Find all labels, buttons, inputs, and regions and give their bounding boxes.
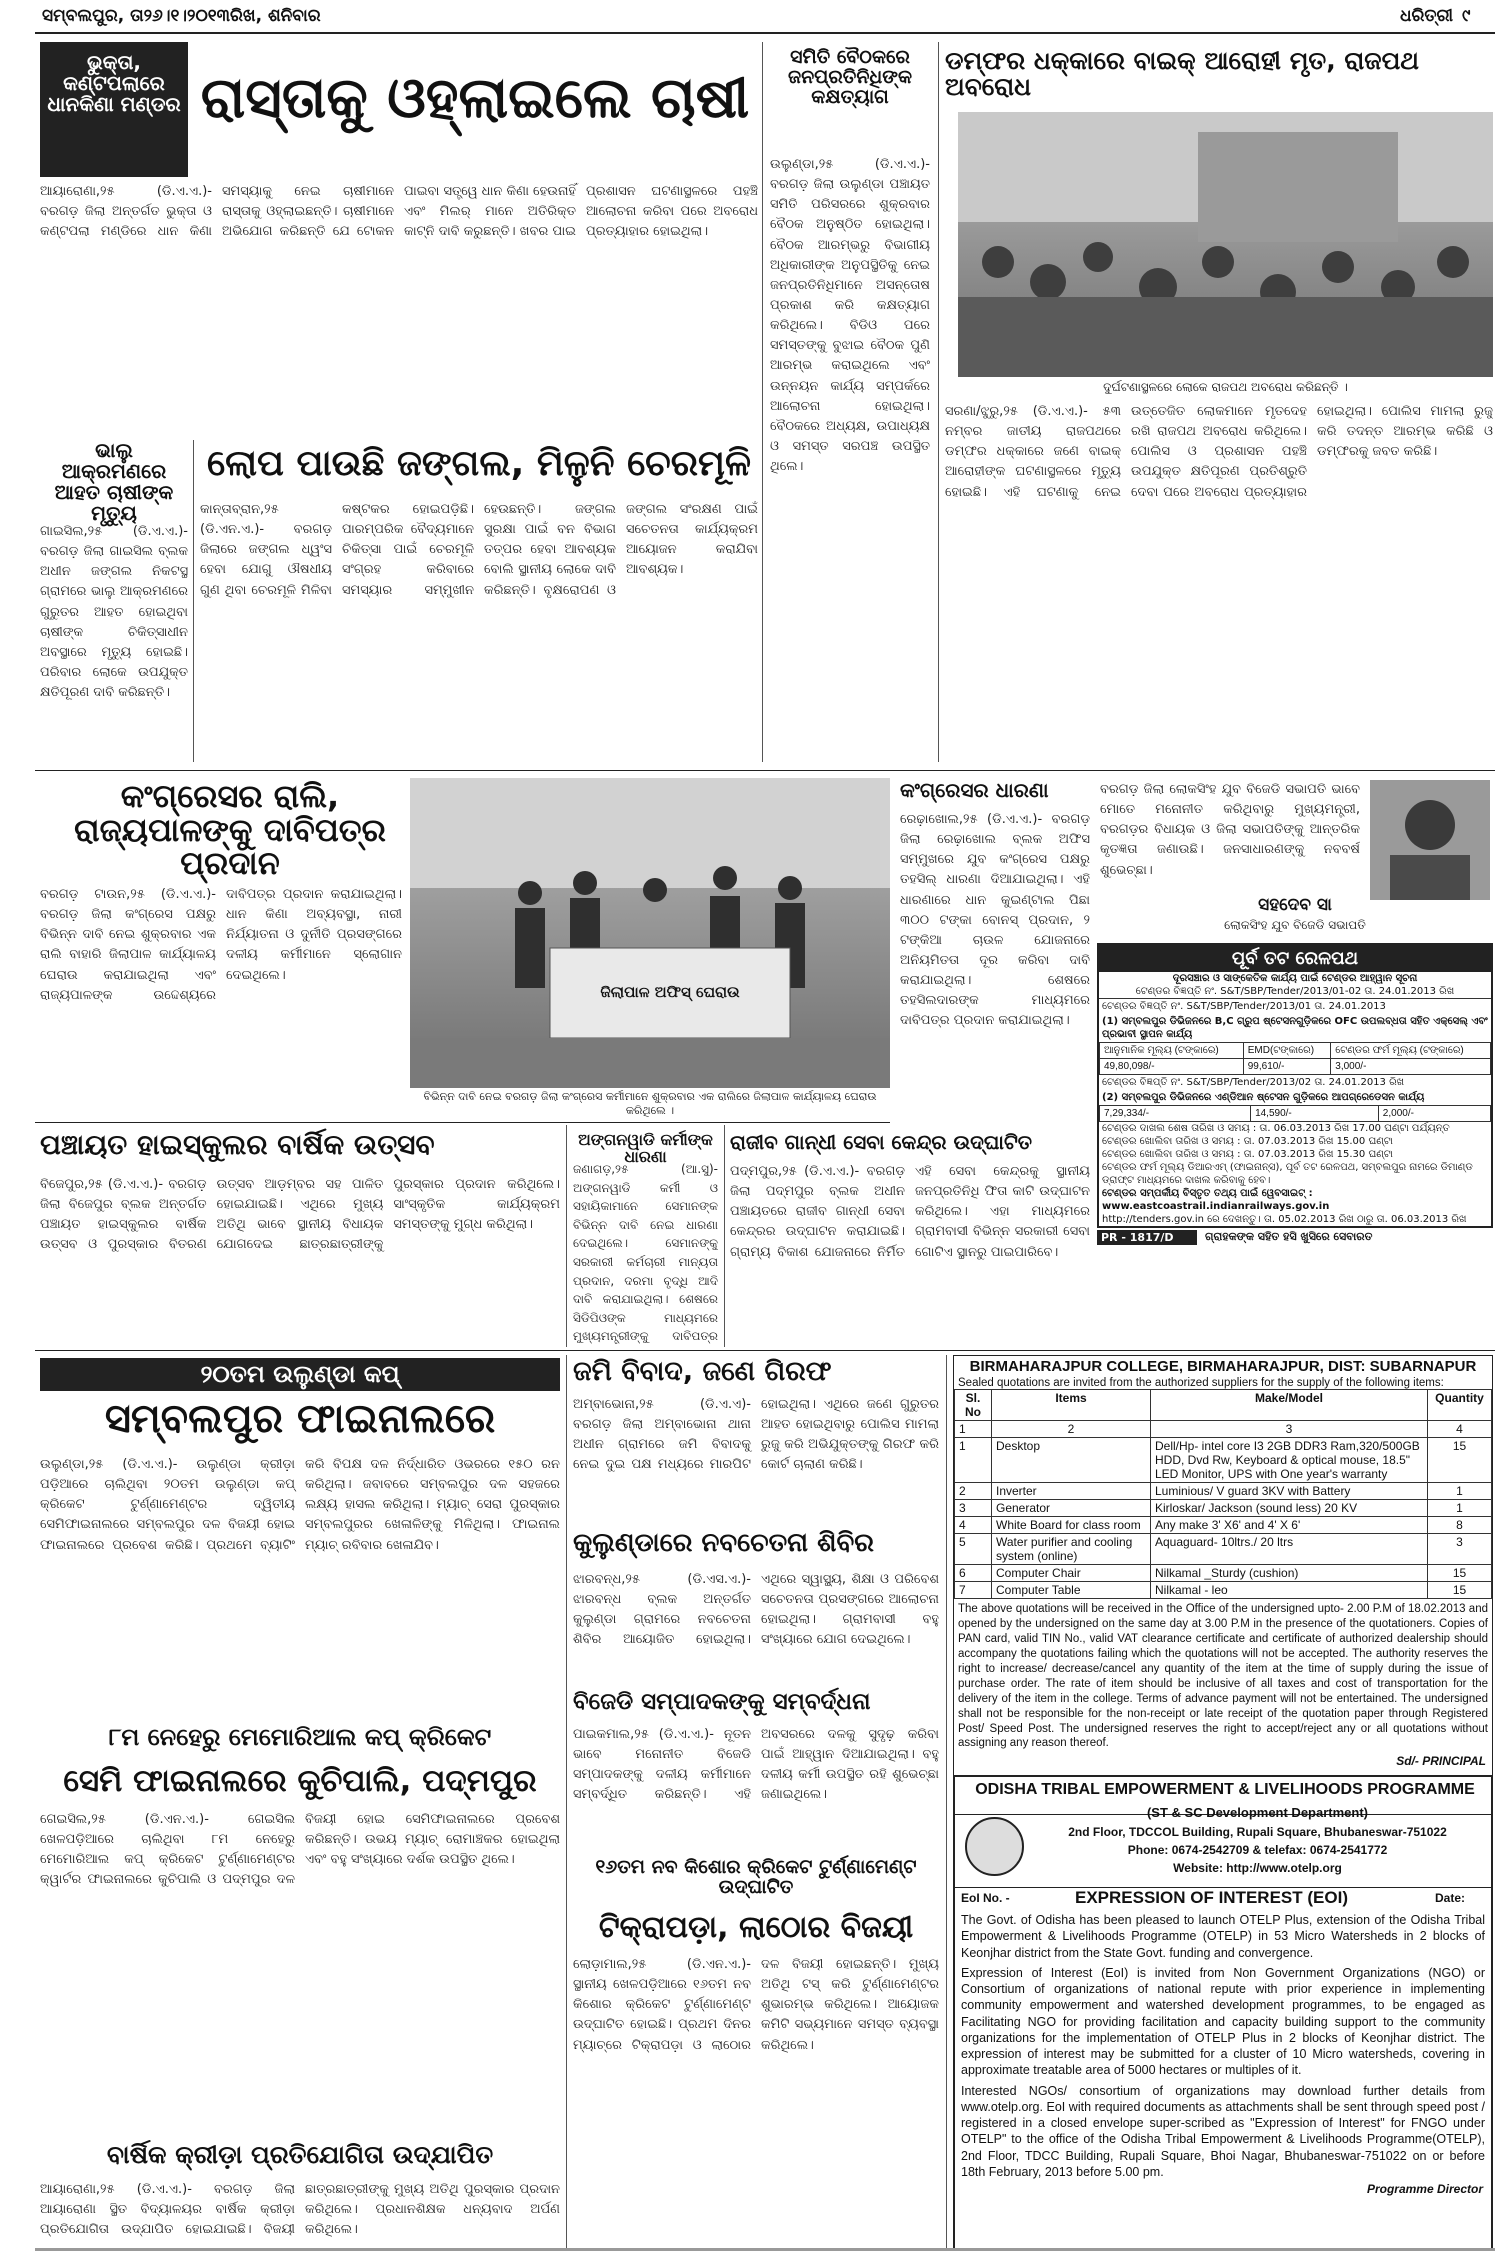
rule [724, 1125, 725, 1347]
kishore-headline: ଟିକ୍ରାପଡ଼ା, ଲାଠୋର ବିଜୟୀ [598, 1910, 914, 1945]
dharana-body: ରେଢ଼ାଖୋଲ,୨୫ (ଡି.ଏ.ଏ.)- ବରଗଡ଼ ଜିଲା ରେଢ଼ାଖୋଲ ବ୍ଲକ ଅଫିସ ସମ୍ମୁଖରେ ଯୁବ କଂଗ୍ରେସ ପକ୍ଷରୁ ତହସିଲ୍ ଧାରଣା ଦିଆଯାଇଥିଲା। ଏହି ଧାରଣାରେ ଧାନ କୁଇଣ୍ଟାଲ ପିଛା ୩୦୦ ଟଙ୍କା ବୋନସ୍ ପ୍ରଦାନ, ୨ ଟଙ୍କିଆ ଚାଉଳ ଯୋଜନାରେ ଅନିୟମିତତା ଦୂର କରିବା ଦାବି କରାଯାଇଥିଲା। ଶେଷରେ ତହସିଲଦାରଙ୍କ ମାଧ୍ୟମରେ ଦାବିପତ୍ର ପ୍ରଦାନ କରାଯାଇଥିଲା। [900, 812, 1090, 1029]
cell-item: Desktop [992, 1438, 1151, 1483]
rajiv-headline: ରାଜୀବ ଗାନ୍ଧୀ ସେବା କେନ୍ଦ୍ର ଉଦ୍‌ଘାଟିତ [730, 1130, 1033, 1154]
emd-label: EMD(ଟଙ୍କାରେ) [1243, 1043, 1331, 1059]
cell-sl: 7 [955, 1582, 992, 1599]
ulunda-headline: ସମ୍ବଲପୁର ଫାଇନାଲରେ [104, 1396, 496, 1442]
camp-headline: କୁଲୁଣ୍ଡାରେ ନବଚେତନା ଶିବିର [573, 1528, 874, 1558]
otelp-p3: Interested NGOs/ consortium of organizations may download further details from www.otelp.org. EoI with required documents as attachments shall be sent through speed post / registered in a closed envelope super-scribed as "Expression of Interest" for FNGO under OTELP" to the office of the Odisha Tribal Empowerment & Livelihoods Programme(OTELP), 2nd Floor, TDCC Building, Rupali Square, Bhoi Nagar, Bhubaneswar-751022 on or before 18th February, 2013 before 5.00 pm. [961, 2083, 1485, 2179]
accident-caption: ଦୁର୍ଘଟଣାସ୍ଥଳରେ ଲୋକେ ରାଜପଥ ଅବରୋଧ କରିଛନ୍ତି । [1103, 380, 1348, 394]
crowd-image [958, 112, 1493, 377]
footer-rule [35, 2248, 1495, 2251]
dharana-headline: କଂଗ୍ରେସର ଧାରଣା [900, 778, 1049, 802]
greeting-photo [1370, 780, 1490, 900]
nehru-headline: ସେମି ଫାଇନାଲରେ କୁଚିପାଲି, ପଦ୍ମପୁର [63, 1763, 537, 1799]
masthead-page-number: ୯ [1462, 6, 1471, 26]
masthead-paper-name: ଧରିତ୍ରୀ [1400, 6, 1454, 26]
otelp-phone: Phone: 0674-2542709 & telefax: 0674-2541772 [1127, 1843, 1388, 1857]
cell-item: Generator [992, 1500, 1151, 1517]
fee1: 3,000/- [1331, 1059, 1491, 1075]
rule [946, 1355, 947, 2250]
railway-cost-table-2 [1099, 1105, 1491, 1122]
greeting-body: ବରଗଡ଼ ଜିଲା ଲୋକସିଂହ ଯୁବ ବିଜେଡି ସଭାପତି ଭାବେ ମୋତେ ମନୋନୀତ କରିଥିବାରୁ ମୁଖ୍ୟମନ୍ତ୍ରୀ, ବରଗଡ଼ର ବିଧାୟକ ଓ ଜିଲା ସଭାପତିଙ୍କୁ ଆନ୍ତରିକ କୃତଜ୍ଞତା ଜଣାଉଛି। ଜନସାଧାରଣଙ୍କୁ ନବବର୍ଷ ଶୁଭେଚ୍ଛା। [1100, 782, 1360, 878]
land-headline: ଜମି ବିବାଦ, ଜଣେ ଗିରଫ [573, 1356, 832, 1387]
cell-sl: 6 [955, 1565, 992, 1582]
congress-rally-body: ବରଗଡ଼ ଟାଉନ,୨୫ (ଡି.ଏ.ଏ.)- ବରଗଡ଼ ଜିଲା କଂଗ୍ରେସ ପକ୍ଷରୁ ବିଭିନ୍ନ ଦାବି ନେଇ ଶୁକ୍ରବାର ଏକ ରାଲି ବାହାରି ଜିଲାପାଳ କାର୍ଯ୍ୟାଳୟ ଘେରାଉ କରାଯାଇଥିଲା ଏବଂ ରାଜ୍ୟପାଳଙ୍କ ଉଦ୍ଦେଶ୍ୟରେ ଦାବିପତ୍ର ପ୍ରଦାନ କରାଯାଇଥିଲା। ଧାନ କିଣା ଅବ୍ୟବସ୍ଥା, ନାରୀ ନିର୍ଯ୍ୟାତନା ଓ ଦୁର୍ନୀତି ପ୍ରସଙ୍ଗରେ ଦଳୀୟ କର୍ମୀମାନେ ସ୍ଲୋଗାନ ଦେଇଥିଲେ। [40, 887, 402, 1003]
railway-date3: ଟେଣ୍ଡର ଖୋଲିବା ତାରିଖ ଓ ସମୟ : ତା. 07.03.2013 ରିଖ 15.30 ଘଣ୍ଟା [1102, 1149, 1393, 1161]
bjd-headline: ବିଜେଡି ସମ୍ପାଦକଙ୍କୁ ସମ୍ବର୍ଦ୍ଧନା [573, 1689, 871, 1715]
otelp-p1: The Govt. of Odisha has been pleased to launch OTELP Plus, extension of the Odisha Tribal Empowerment & Livelihoods Programme (OTELP) in 53 Micro Watersheds in 2 blocks of Keonjhar district from the State Govt. funding and convergence. [961, 1913, 1485, 1960]
col-make: Make/Model [1151, 1390, 1428, 1421]
table-row [955, 1517, 1492, 1534]
main-headline: ରାସ୍ତାକୁ ଓହ୍ଲାଇଲେ ଚାଷୀ [200, 66, 750, 131]
greeting-name: ସହଦେବ ସା [1258, 895, 1332, 915]
cell-qty: 15 [1428, 1565, 1492, 1582]
rajiv-body: ପଦ୍ମପୁର,୨୫ (ଡି.ଏ.ଏ.)- ବରଗଡ଼ ଜିଲା ପଦ୍ମପୁର ବ୍ଲକ ଅଧୀନ ପଞ୍ଚାୟତରେ ରାଜୀବ ଗାନ୍ଧୀ ସେବା କେନ୍ଦ୍ରର ଉଦ୍‌ଘାଟନ କରାଯାଇଛି। ଗ୍ରାମ୍ୟ ବିକାଶ ଯୋଜନାରେ ନିର୍ମିତ ଏହି ସେବା କେନ୍ଦ୍ରକୁ ସ୍ଥାନୀୟ ଜନପ୍ରତିନିଧି ଫିତା କାଟି ଉଦ୍‌ଘାଟନ କରିଥିଲେ। ଏହା ମାଧ୍ୟମରେ ଗ୍ରାମବାସୀ ବିଭିନ୍ନ ସରକାରୀ ସେବା ଗୋଟିଏ ସ୍ଥାନରୁ ପାଇପାରିବେ। [730, 1164, 1090, 1260]
rally-banner-text: ଜିଲାପାଳ ଅଫିସ୍ ଘେରାଉ [600, 983, 740, 1001]
col-num: 4 [1428, 1421, 1492, 1438]
otelp-title: ODISHA TRIBAL EMPOWERMENT & LIVELIHOODS PROGRAMME [975, 1781, 1475, 1798]
col-num: 1 [955, 1421, 992, 1438]
railway-pr: PR - 1817/D [1097, 1230, 1197, 1245]
anganwadi-body: ଜଣାଗଡ଼,୨୫ (ଆ.ସୁ)- ଅଙ୍ଗନୱାଡି କର୍ମୀ ଓ ସହାୟିକାମାନେ ସେମାନଙ୍କ ବିଭିନ୍ନ ଦାବି ନେଇ ଧାରଣା ଦେଇଥିଲେ। ସେମାନଙ୍କୁ ସରକାରୀ କର୍ମଚାରୀ ମାନ୍ୟତା ପ୍ରଦାନ, ଦରମା ବୃଦ୍ଧି ଆଦି ଦାବି କରାଯାଇଥିଲା। ଶେଷରେ ସିଡିପିଓଙ୍କ ମାଧ୍ୟମରେ ମୁଖ୍ୟମନ୍ତ୍ରୀଙ୍କୁ ଦାବିପତ୍ର [573, 1162, 718, 1344]
sports-body: ଆୟାରୋଣା,୨୫ (ଡି.ଏ.ଏ.)- ବରଗଡ଼ ଜିଲା ଆୟାରୋଣା ସ୍ଥିତ ବିଦ୍ୟାଳୟର ବାର୍ଷିକ କ୍ରୀଡ଼ା ପ୍ରତିଯୋଗିତା ଉଦ୍‌ଯାପିତ ହୋଇଯାଇଛି। ବିଜୟୀ ଛାତ୍ରଛାତ୍ରୀଙ୍କୁ ମୁଖ୍ୟ ଅତିଥି ପୁରସ୍କାର ପ୍ରଦାନ କରିଥିଲେ। ପ୍ରଧାନଶିକ୍ଷକ ଧନ୍ୟବାଦ ଅର୍ପଣ କରିଥିଲେ। [40, 2182, 560, 2238]
forest-headline: ଲୋପ ପାଉଛି ଜଙ୍ଗଲ, ମିଳୁନି ଚେରମୂଳି [207, 443, 751, 484]
nehru-sub: ୮ମ ନେହେରୁ ମେମୋରିଆଲ କପ୍ କ୍ରିକେଟ [108, 1723, 492, 1751]
nehru-body: ଗେଇସିଲ,୨୫ (ଡି.ଏନ.ଏ.)- ଗେଇସିଲ ଖେଳପଡ଼ିଆରେ ଚାଲିଥିବା ୮ମ ନେହେରୁ ମେମୋରିଆଲ କପ୍ କ୍ରିକେଟ ଟୁର୍ଣ୍ଣାମେଣ୍ଟର କ୍ୱାର୍ଟର ଫାଇନାଲରେ କୁଚିପାଲି ଓ ପଦ୍ମପୁର ଦଳ ବିଜୟୀ ହୋଇ ସେମିଫାଇନାଲରେ ପ୍ରବେଶ କରିଛନ୍ତି। ଉଭୟ ମ୍ୟାଚ୍ ରୋମାଞ୍ଚକର ହୋଇଥିଲା ଏବଂ ବହୁ ସଂଖ୍ୟାରେ ଦର୍ଶକ ଉପସ୍ଥିତ ଥିଲେ। [40, 1812, 560, 1888]
cost1: 49,80,098/- [1100, 1059, 1244, 1075]
cell-make: Kirloskar/ Jackson (sound less) 20 KV [1151, 1500, 1428, 1517]
cell-make: Luminious/ V guard 3KV with Battery [1151, 1483, 1428, 1500]
annual-body: ବିଜେପୁର,୨୫ (ଡି.ଏ.ଏ.)- ବରଗଡ଼ ଜିଲା ବିଜେପୁର ବ୍ଲକ ଅନ୍ତର୍ଗତ ପଞ୍ଚାୟତ ହାଇସ୍କୁଲର ବାର୍ଷିକ ଉତ୍ସବ ଓ ପୁରସ୍କାର ବିତରଣ ଉତ୍ସବ ଆଡ଼ମ୍ବର ସହ ପାଳିତ ହୋଇଯାଇଛି। ଏଥିରେ ମୁଖ୍ୟ ଅତିଥି ଭାବେ ସ୍ଥାନୀୟ ବିଧାୟକ ଯୋଗଦେଇ ଛାତ୍ରଛାତ୍ରୀଙ୍କୁ ପୁରସ୍କାର ପ୍ରଦାନ କରିଥିଲେ। ସାଂସ୍କୃତିକ କାର୍ଯ୍ୟକ୍ରମ ସମସ୍ତଙ୍କୁ ମୁଗ୍ଧ କରିଥିଲା। [40, 1177, 560, 1253]
emd1: 99,610/- [1243, 1059, 1331, 1075]
cell-sl: 4 [955, 1517, 992, 1534]
annual-headline: ପଞ୍ଚାୟତ ହାଇସ୍କୁଲର ବାର୍ଷିକ ଉତ୍ସବ [40, 1128, 435, 1161]
ulunda-sub: ୨୦ତମ ଉଲୁଣ୍ଡା କପ୍ [40, 1358, 560, 1391]
otelp-notice [953, 1775, 1493, 2250]
railway-row1: ଟେଣ୍ଡର ବିଜ୍ଞପ୍ତି ନଂ. S&T/SBP/Tender/2013/01 ତା. 24.01.2013 [1099, 998, 1491, 1014]
rally-image [410, 778, 890, 1088]
otelp-logo [965, 1817, 1024, 1876]
kishore-body: ଲୋଡ଼ାମାଲ,୨୫ (ଡି.ଏନ.ଏ.)- ସ୍ଥାନୀୟ ଖେଳପଡ଼ିଆରେ ୧୬ତମ ନବ କିଶୋର କ୍ରିକେଟ ଟୁର୍ଣ୍ଣାମେଣ୍ଟ ଉଦ୍‌ଘାଟିତ ହୋଇଛି। ପ୍ରଥମ ଦିନର ମ୍ୟାଚ୍‌ରେ ଟିକ୍ରାପଡ଼ା ଓ ଲାଠୋର ଦଳ ବିଜୟୀ ହୋଇଛନ୍ତି। ମୁଖ୍ୟ ଅତିଥି ଟସ୍ କରି ଟୁର୍ଣ୍ଣାମେଣ୍ଟର ଶୁଭାରମ୍ଭ କରିଥିଲେ। ଆୟୋଜକ କମିଟି ସଭ୍ୟମାନେ ସମସ୍ତ ବ୍ୟବସ୍ଥା କରିଥିଲେ। [573, 1957, 939, 2053]
main-body: ଆୟାରୋଣା,୨୫ (ଡି.ଏ.ଏ.)- ବରଗଡ଼ ଜିଲା ଅନ୍ତର୍ଗତ ଭୁକ୍ତା ଓ କଣ୍ଟପଲା ମଣ୍ଡିରେ ଧାନ କିଣା ସମସ୍ୟାକୁ ନେଇ ଚାଷୀମାନେ ରାସ୍ତାକୁ ଓହ୍ଲାଇଛନ୍ତି। ଚାଷୀମାନେ ଅଭିଯୋଗ କରିଛନ୍ତି ଯେ ଟୋକନ ପାଇବା ସତ୍ତ୍ୱେ ଧାନ କିଣା ହେଉନାହିଁ ଏବଂ ମିଲର୍ ମାନେ ଅତିରିକ୍ତ କାଟ୍‌ନି ଦାବି କରୁଛନ୍ତି। ଖବର ପାଇ ପ୍ରଶାସନ ଘଟଣାସ୍ଥଳରେ ପହଞ୍ଚି ଆଲୋଚନା କରିବା ପରେ ଅବରୋଧ ପ୍ରତ୍ୟାହାର ହୋଇଥିଲା। [40, 184, 758, 240]
college-intro: Sealed quotations are invited from the authorized suppliers for the supply of the following items: [958, 1377, 1444, 1389]
otelp-date-label: Date: [1435, 1891, 1466, 1905]
rally-caption: ବିଭିନ୍ନ ଦାବି ନେଇ ବରଗଡ଼ ଜିଲା କଂଗ୍ରେସ କର୍ମୀମାନେ ଶୁକ୍ରବାର ଏକ ରାଲିରେ ଜିଲାପାଳ କାର୍ଯ୍ୟାଳୟ ଘେରାଉ କରିଥିଲେ । [423, 1090, 877, 1117]
otelp-p2: Expression of Interest (EoI) is invited from Non Government Organizations (NGO) or Consortium of organizations of national repute with prior experience in implementing community empowerment and watershed development programmes, to be engaged as Facilitating NGO for providing facilitation and capacity building support to the community organizations for the implementation of OTELP Plus in 2 blocks of Keonjhar district. The expression of interest may be submitted for a cluster of 10 Micro watersheds, covering in approximate treatable area of 5000 hectares or multiples of it. [961, 1965, 1485, 2078]
emd2: 14,590/- [1251, 1106, 1379, 1122]
cell-make: Nilkamal - leo [1151, 1582, 1428, 1599]
otelp-eoi-no: EoI No. - [961, 1891, 1010, 1905]
rule [762, 42, 763, 762]
railway-header: ପୂର୍ବ ତଟ ରେଳପଥ [1099, 945, 1491, 972]
samiti-body: ଉଲୁଣ୍ଡା,୨୫ (ଡି.ଏ.ଏ.)- ବରଗଡ଼ ଜିଲା ଉଲୁଣ୍ଡା ପଞ୍ଚାୟତ ସମିତି ପରିସରରେ ଶୁକ୍ରବାର ବୈଠକ ଅନୁଷ୍ଠିତ ହୋଇଥିଲା। ବୈଠକ ଆରମ୍ଭରୁ ବିଭାଗୀୟ ଅଧିକାରୀଙ୍କ ଅନୁପସ୍ଥିତିକୁ ନେଇ ଜନପ୍ରତିନିଧିମାନେ ଅସନ୍ତୋଷ ପ୍ରକାଶ କରି କକ୍ଷତ୍ୟାଗ କରିଥିଲେ। ବିଡିଓ ପରେ ସମସ୍ତଙ୍କୁ ବୁଝାଇ ବୈଠକ ପୁଣି ଆରମ୍ଭ କରାଇଥିଲେ ଏବଂ ଉନ୍ନୟନ କାର୍ଯ୍ୟ ସମ୍ପର୍କରେ ଆଲୋଚନା ହୋଇଥିଲା। ବୈଠକରେ ଅଧ୍ୟକ୍ଷ, ଉପାଧ୍ୟକ୍ଷ ଓ ସମସ୍ତ ସରପଞ୍ଚ ଉପସ୍ଥିତ ଥିଲେ। [770, 157, 930, 475]
railway-date2: ଟେଣ୍ଡର ଖୋଲିବା ତାରିଖ ଓ ସମୟ : ତା. 07.03.2013 ରିଖ 15.00 ଘଣ୍ଟା [1102, 1136, 1393, 1148]
cell-sl: 5 [955, 1534, 992, 1565]
table-row [955, 1582, 1492, 1599]
railway-cost-table [1099, 1042, 1491, 1075]
railway-tagline: ଗ୍ରାହକଙ୍କ ସହିତ ହସି ଖୁସିରେ ସେବାରତ [1205, 1230, 1373, 1243]
cell-item: Computer Table [992, 1582, 1151, 1599]
cell-qty: 8 [1428, 1517, 1492, 1534]
otelp-dept: (ST & SC Development Department) [1146, 1805, 1369, 1820]
rule [566, 1355, 567, 2250]
railway-work2: (2) ସମ୍ବଲପୁର ଡିଭିଜନରେ ଏଣ୍ଡିଆନ ଷ୍ଟେସନ ଗୁଡ଼ିକରେ ଆପଗ୍ରେଡେସନ କାର୍ଯ୍ୟ [1102, 1092, 1425, 1104]
fee-label: ଟେଣ୍ଡର ଫର୍ମ ମୂଲ୍ୟ (ଟଙ୍କାରେ) [1331, 1043, 1491, 1059]
otelp-website: Website: http://www.otelp.org [1173, 1861, 1342, 1875]
portrait-image [1370, 780, 1490, 900]
cell-qty: 15 [1428, 1438, 1492, 1483]
railway-work1: (1) ସମ୍ବଲପୁର ଡିଭିଜନରେ B,C ଗ୍ରୁପ ଷ୍ଟେସନଗୁଡ଼ିକରେ OFC ଉପଲବ୍ଧତା ସହିତ ଏକ୍ସେଲ୍ ଏବଂ ପ୍ରଭାବୀ ସ୍ଥାପନ କାର୍ଯ୍ୟ [1102, 1016, 1488, 1041]
masthead-date: ସମ୍ବଲପୁର, ତା୨୬।୧।୨୦୧୩ରିଖ, ଶନିବାର [42, 6, 321, 26]
otelp-sign: Programme Director [1366, 2182, 1483, 2196]
cell-make: Any make 3' X6' and 4' X 6' [1151, 1517, 1428, 1534]
college-table [954, 1389, 1492, 1599]
table-row [955, 1483, 1492, 1500]
fee2: 2,000/- [1378, 1106, 1490, 1122]
accident-headline: ଡମ୍ଫର ଧକ୍କାରେ ବାଇକ୍ ଆରୋହୀ ମୃତ, ରାଜପଥ ଅବରୋଧ [945, 46, 1419, 102]
railway-note: ଟେଣ୍ଡର ଫର୍ମ ମୂଲ୍ୟ ଡିଆରଏମ୍ (ଫାଇନାନ୍ସ), ପୂର୍ବ ତଟ ରେଳପଥ, ସମ୍ବଲପୁର ନାମରେ ଡିମାଣ୍ଡ ଡ୍ରାଫ୍ଟ ମାଧ୍ୟମରେ ଦାଖଲ କରିବାକୁ ହେବ। [1102, 1162, 1473, 1187]
samiti-headline: ସମିତି ବୈଠକରେ ଜନପ୍ରତିନିଧିଙ୍କ କକ୍ଷତ୍ୟାଗ [787, 46, 913, 108]
cell-item: Water purifier and cooling system (online) [992, 1534, 1151, 1565]
sports-headline: ବାର୍ଷିକ କ୍ରୀଡ଼ା ପ୍ରତିଯୋଗିତା ଉଦ୍‌ଯାପିତ [106, 2140, 494, 2169]
land-body: ଅମ୍ବାଭୋନା,୨୫ (ଡି.ଏ.ଏ)- ବରଗଡ଼ ଜିଲା ଅମ୍ବାଭୋନା ଥାନା ଅଧୀନ ଗ୍ରାମରେ ଜମି ବିବାଦକୁ ନେଇ ଦୁଇ ପକ୍ଷ ମଧ୍ୟରେ ମାରପିଟ ହୋଇଥିଲା। ଏଥିରେ ଜଣେ ଗୁରୁତର ଆହତ ହୋଇଥିବାରୁ ପୋଲିସ ମାମଲା ରୁଜୁ କରି ଅଭିଯୁକ୍ତଙ୍କୁ ଗିରଫ କରି କୋର୍ଟ ଚାଲାଣ କରିଛି। [573, 1397, 939, 1473]
col-qty: Quantity [1428, 1390, 1492, 1421]
box-headline: ଭୁକ୍ତା, କଣ୍ଟପଲାରେ ଧାନକିଣା ମଣ୍ଡର [40, 42, 188, 177]
col-items: Items [992, 1390, 1151, 1421]
railway-row2: ଟେଣ୍ଡର ବିଜ୍ଞପ୍ତି ନଂ. S&T/SBP/Tender/2013/02 ତା. 24.01.2013 ରିଖ [1102, 1077, 1405, 1089]
cost-label: ଆନୁମାନିକ ମୂଲ୍ୟ (ଟଙ୍କାରେ) [1100, 1043, 1244, 1059]
accident-photo [958, 112, 1493, 377]
otelp-heading: EXPRESSION OF INTEREST (EOI) [1075, 1888, 1348, 1907]
bear-body: ଗାଇସିଲ,୨୫ (ଡି.ଏ.ଏ.)- ବରଗଡ଼ ଜିଲା ଗାଇସିଲ ବ୍ଲକ ଅଧୀନ ଜଙ୍ଗଲ ନିକଟସ୍ଥ ଗ୍ରାମରେ ଭାଲୁ ଆକ୍ରମଣରେ ଗୁରୁତର ଆହତ ହୋଇଥିବା ଚାଷୀଙ୍କ ଚିକିତ୍ସାଧୀନ ଅବସ୍ଥାରେ ମୃତ୍ୟୁ ହୋଇଛି। ପରିବାର ଲୋକେ ଉପଯୁକ୍ତ କ୍ଷତିପୂରଣ ଦାବି କରିଛନ୍ତି। [40, 524, 188, 701]
railway-web2: http://tenders.gov.in ରେ ଦେଖନ୍ତୁ। ତା. 05.02.2013 ରିଖ ଠାରୁ ତା. 06.03.2013 ରିଖ [1102, 1214, 1467, 1226]
railway-ad [1097, 943, 1493, 1228]
cell-sl: 2 [955, 1483, 992, 1500]
bjd-body: ପାଇକମାଲ,୨୫ (ଡି.ଏ.ଏ.)- ନୂତନ ଭାବେ ମନୋନୀତ ବିଜେଡି ସମ୍ପାଦକଙ୍କୁ ଦଳୀୟ କର୍ମୀମାନେ ସମ୍ବର୍ଦ୍ଧିତ କରିଛନ୍ତି। ଏହି ଅବସରରେ ଦଳକୁ ସୁଦୃଢ଼ କରିବା ପାଇଁ ଆହ୍ୱାନ ଦିଆଯାଇଥିଲା। ବହୁ ଦଳୀୟ କର୍ମୀ ଉପସ୍ଥିତ ରହି ଶୁଭେଚ୍ଛା ଜଣାଇଥିଲେ। [573, 1727, 939, 1803]
anganwadi-headline: ଅଙ୍ଗନୱାଡି କର୍ମୀଙ୍କ ଧାରଣା [578, 1130, 713, 1166]
kishore-sub: ୧୬ତମ ନବ କିଶୋର କ୍ରିକେଟ ଟୁର୍ଣ୍ଣାମେଣ୍ଟ ଉଦ୍‌ଘାଟିତ [595, 1856, 917, 1898]
cell-sl: 1 [955, 1438, 992, 1483]
college-notice [953, 1355, 1493, 1815]
rule [938, 42, 939, 762]
railway-web1: ଟେଣ୍ଡର ସମ୍ପର୍କୀୟ ବିସ୍ତୃତ ତଥ୍ୟ ପାଇଁ ୱେବସାଇଟ୍ : www.eastcoastrail.indianrailways.gov.in [1102, 1188, 1330, 1213]
rule [566, 1125, 567, 1347]
table-row [955, 1500, 1492, 1517]
forest-body: କାନ୍ତାବ୍ରାନ,୨୫ (ଡି.ଏନ.ଏ.)- ବରଗଡ଼ ଜିଲାରେ ଜଙ୍ଗଲ ଧ୍ୱଂସ ହେବା ଯୋଗୁ ଔଷଧୀୟ ଗୁଣ ଥିବା ଚେରମୂଳି ମିଳିବା କଷ୍ଟକର ହୋଇପଡ଼ିଛି। ପାରମ୍ପରିକ ବୈଦ୍ୟମାନେ ଚିକିତ୍ସା ପାଇଁ ଚେରମୂଳି ସଂଗ୍ରହ କରିବାରେ ସମସ୍ୟାର ସମ୍ମୁଖୀନ ହେଉଛନ୍ତି। ଜଙ୍ଗଲ ସୁରକ୍ଷା ପାଇଁ ବନ ବିଭାଗ ତତ୍ପର ହେବା ଆବଶ୍ୟକ ବୋଲି ସ୍ଥାନୀୟ ଲୋକେ ଦାବି କରିଛନ୍ତି। ବୃକ୍ଷରୋପଣ ଓ ଜଙ୍ଗଲ ସଂରକ୍ଷଣ ପାଇଁ ସଚେତନତା କାର୍ଯ୍ୟକ୍ରମ ଆୟୋଜନ କରାଯିବା ଆବଶ୍ୟକ। [200, 502, 758, 598]
cell-qty: 1 [1428, 1500, 1492, 1517]
bear-headline: ଭାଲୁ ଆକ୍ରମଣରେ ଆହତ ଚାଷୀଙ୍କ ମୃତ୍ୟୁ [54, 438, 174, 525]
otelp-address: 2nd Floor, TDCCOL Building, Rupali Square, Bhubaneswar-751022 [1068, 1825, 1447, 1839]
cell-qty: 1 [1428, 1483, 1492, 1500]
col-num: 2 [992, 1421, 1151, 1438]
cost2: 7,29,334/- [1100, 1106, 1251, 1122]
cell-qty: 15 [1428, 1582, 1492, 1599]
college-terms: The above quotations will be received in the Office of the undersigned upto- 2.00 P.M of 18.02.2013 and opened by the undersigned on the same day at 3.00 P.M in the presence of the quotationers. Copies of PAN card, valid TIN No., valid VAT clearance certificate and certificate of authorized dealership should accompany the quotations failing which the quotations will not be accepted. The authority reserves the right to increase/ decrease/cancel any quantity of the item at the time of supply during the issue of purchase order. The rate of item should be inclusive of all taxes and cost of transportation for the delivery of the item in the college. Terms of advance payment will not be entertained. The undersigned shall not be responsible for the non-receipt or late receipt of the quotation paper through Registered Post/ Speed Post. The undersigned reserves the right to accept/reject any or all quotations without assigning any reason thereof. [958, 1603, 1488, 1750]
cell-item: Computer Chair [992, 1565, 1151, 1582]
section-rule [35, 1350, 1495, 1351]
col-sl: Sl. No [955, 1390, 992, 1421]
section-rule [35, 770, 1495, 771]
ulunda-body: ଉଲୁଣ୍ଡା,୨୫ (ଡି.ଏ.ଏ.)- ଉଲୁଣ୍ଡା କ୍ରୀଡ଼ା ପଡ଼ିଆରେ ଚାଲିଥିବା ୨୦ତମ ଉଲୁଣ୍ଡା କପ୍ କ୍ରିକେଟ ଟୁର୍ଣ୍ଣାମେଣ୍ଟର ଦ୍ୱିତୀୟ ସେମିଫାଇନାଲରେ ସମ୍ବଲପୁର ଦଳ ବିଜୟୀ ହୋଇ ଫାଇନାଲରେ ପ୍ରବେଶ କରିଛି। ପ୍ରଥମେ ବ୍ୟାଟିଂ କରି ବିପକ୍ଷ ଦଳ ନିର୍ଦ୍ଧାରିତ ଓଭରରେ ୧୫୦ ରନ କରିଥିଲା। ଜବାବରେ ସମ୍ବଲପୁର ଦଳ ସହଜରେ ଲକ୍ଷ୍ୟ ହାସଲ କରିଥିଲା। ମ୍ୟାଚ୍ ସେରା ପୁରସ୍କାର ସମ୍ବଲପୁରର ଖେଳାଳିଙ୍କୁ ମିଳିଥିଲା। ଫାଇନାଲ ମ୍ୟାଚ୍ ରବିବାର ଖେଳାଯିବ। [40, 1457, 560, 1553]
cell-make: Aquaguard- 10ltrs./ 20 ltrs [1151, 1534, 1428, 1565]
college-title: BIRMAHARAJPUR COLLEGE, BIRMAHARAJPUR, DIST: SUBARNAPUR [969, 1358, 1477, 1375]
railway-notice-no: ଟେଣ୍ଡର ବିଜ୍ଞପ୍ତି ନଂ. S&T/SBP/Tender/2013/01-02 ତା. 24.01.2013 ରିଖ [1135, 986, 1455, 998]
college-sign: Sd/- PRINCIPAL [1396, 1754, 1486, 1769]
cell-make: Dell/Hp- intel core I3 2GB DDR3 Ram,320/500GB HDD, Dvd Rw, Keyboard & optical mouse, 18.5" LED Monitor, UPS with One year's warranty [1151, 1438, 1428, 1483]
rule [193, 440, 194, 762]
table-row [955, 1438, 1492, 1483]
otelp-header [955, 1777, 1491, 1888]
section-rule [35, 1122, 890, 1123]
accident-body: ସରଣା/ଝୁରୁ,୨୫ (ଡି.ଏ.ଏ.)- ୫୩ ନମ୍ବର ଜାତୀୟ ରାଜପଥରେ ଡମ୍ଫର ଧକ୍କାରେ ଜଣେ ବାଇକ୍ ଆରୋହୀଙ୍କ ଘଟଣାସ୍ଥଳରେ ମୃତ୍ୟୁ ହୋଇଛି। ଏହି ଘଟଣାକୁ ନେଇ ଉତ୍ତେଜିତ ଲୋକମାନେ ମୃତଦେହ ରଖି ରାଜପଥ ଅବରୋଧ କରିଥିଲେ। ପୋଲିସ ଓ ପ୍ରଶାସନ ପହଞ୍ଚି ଉପଯୁକ୍ତ କ୍ଷତିପୂରଣ ପ୍ରତିଶ୍ରୁତି ଦେବା ପରେ ଅବରୋଧ ପ୍ରତ୍ୟାହାର ହୋଇଥିଲା। ପୋଲିସ ମାମଲା ରୁଜୁ କରି ତଦନ୍ତ ଆରମ୍ଭ କରିଛି ଓ ଡମ୍ଫରକୁ ଜବତ କରିଛି। [945, 404, 1493, 500]
camp-body: ଝାରବନ୍ଧ,୨୫ (ଡି.ଏସ.ଏ.)- ଝାରବନ୍ଧ ବ୍ଲକ ଅନ୍ତର୍ଗତ କୁଲୁଣ୍ଡା ଗ୍ରାମରେ ନବଚେତନା ଶିବିର ଆୟୋଜିତ ହୋଇଥିଲା। ଏଥିରେ ସ୍ୱାସ୍ଥ୍ୟ, ଶିକ୍ଷା ଓ ପରିବେଶ ସଚେତନତା ପ୍ରସଙ୍ଗରେ ଆଲୋଚନା ହୋଇଥିଲା। ଗ୍ରାମବାସୀ ବହୁ ସଂଖ୍ୟାରେ ଯୋଗ ଦେଇଥିଲେ। [573, 1572, 939, 1648]
cell-item: Inverter [992, 1483, 1151, 1500]
cell-item: White Board for class room [992, 1517, 1151, 1534]
cell-sl: 3 [955, 1500, 992, 1517]
congress-rally-headline: କଂଗ୍ରେସର ରାଲି, ରାଜ୍ୟପାଳଙ୍କୁ ଦାବିପତ୍ର ପ୍ରଦାନ [74, 777, 386, 883]
railway-date1: ଟେଣ୍ଡର ଦାଖଲ ଶେଷ ତାରିଖ ଓ ସମୟ : ତା. 06.03.2013 ରିଖ 17.00 ଘଣ୍ଟା ପର୍ଯ୍ୟନ୍ତ [1102, 1123, 1450, 1135]
masthead-rule [35, 32, 1495, 34]
railway-sub: ଦୂରସଞ୍ଚାର ଓ ସାଙ୍କେତିକ କାର୍ଯ୍ୟ ପାଇଁ ଟେଣ୍ଡର ଆହ୍ୱାନ ସୂଚନା [1172, 973, 1418, 985]
table-row [955, 1565, 1492, 1582]
rally-photo [410, 778, 890, 1088]
greeting-designation: ଲୋକସିଂହ ଯୁବ ବିଜେଡି ସଭାପତି [1224, 918, 1366, 932]
cell-qty: 3 [1428, 1534, 1492, 1565]
col-num: 3 [1151, 1421, 1428, 1438]
cell-make: Nilkamal _Sturdy (cushion) [1151, 1565, 1428, 1582]
table-row [955, 1534, 1492, 1565]
